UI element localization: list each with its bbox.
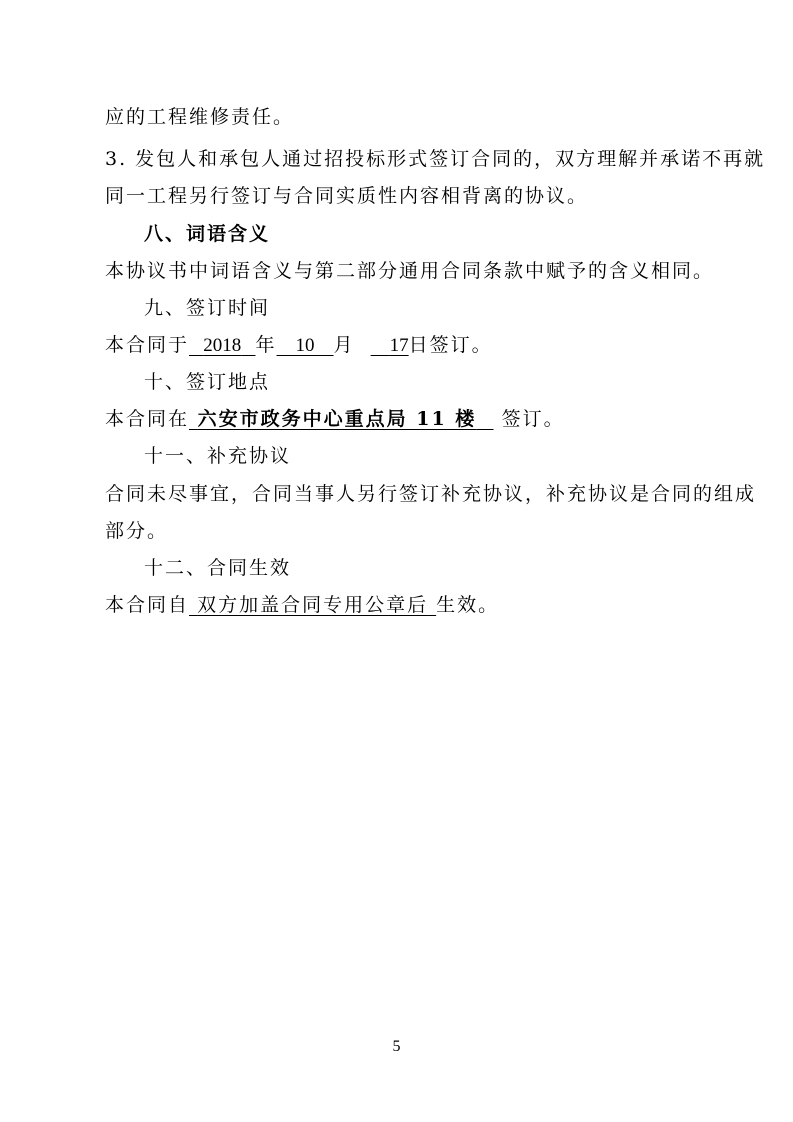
- heading-text: 十一、补充协议: [144, 445, 292, 467]
- text: 3. 发包人和承包人通过招投标形式签订合同的，双方理解并承诺不再就: [105, 148, 766, 170]
- section-heading: [144, 556, 291, 580]
- day-field: 17: [389, 335, 409, 356]
- text: 同一工程另行签订与合同实质性内容相背离的协议。: [105, 185, 589, 207]
- place-field: 六安市政务中心重点局 11 楼: [197, 408, 477, 430]
- para-line: [105, 184, 588, 208]
- signing-place-line: [105, 407, 565, 431]
- section-heading: [144, 222, 270, 246]
- year-field: 2018: [203, 335, 242, 356]
- para-line: [105, 259, 714, 283]
- text: 年: [255, 334, 277, 356]
- text: 本合同于: [105, 334, 190, 356]
- heading-text: 十、签订地点: [144, 371, 271, 393]
- signing-date-line: [105, 333, 493, 358]
- text: 合同未尽事宜，合同当事人另行签订补充协议，补充协议是合同的组成: [105, 483, 757, 505]
- para-line: [105, 147, 765, 171]
- para-line: [105, 482, 756, 506]
- effective-line: [105, 593, 499, 617]
- text: 生效。: [436, 594, 500, 616]
- condition-field: 双方加盖合同专用公章后: [197, 594, 429, 616]
- heading-text: 十二、合同生效: [144, 557, 292, 579]
- heading-text: 九、签订时间: [144, 297, 271, 319]
- text: 部分。: [105, 520, 169, 542]
- para-line: [105, 105, 294, 129]
- text: 本合同在: [105, 408, 190, 430]
- section-heading: [144, 370, 270, 394]
- text: 本合同自: [105, 594, 190, 616]
- text: 日签订。: [408, 334, 493, 356]
- para-line: [105, 519, 168, 543]
- text: 本协议书中词语含义与第二部分通用合同条款中赋予的含义相同。: [105, 260, 715, 282]
- section-heading: [144, 296, 270, 320]
- page-number: 5: [392, 1038, 401, 1055]
- text: 应的工程维修责任。: [105, 106, 295, 128]
- text: 月: [333, 334, 355, 356]
- heading-text: 八、词语含义: [144, 223, 271, 245]
- text: 签订。: [501, 408, 565, 430]
- section-heading: [144, 444, 291, 468]
- month-field: 10: [295, 335, 315, 356]
